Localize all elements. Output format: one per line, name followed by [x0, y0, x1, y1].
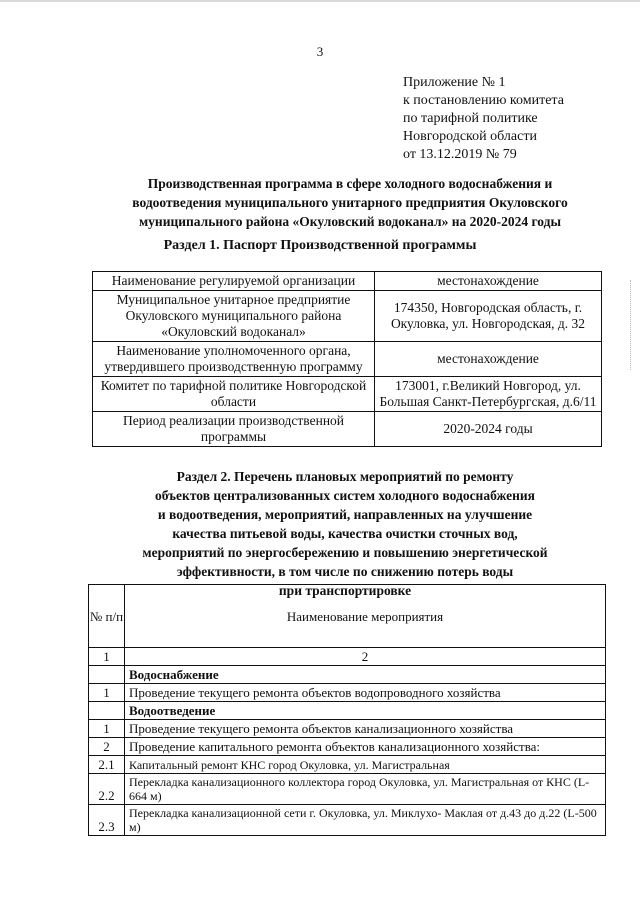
table-cell: Комитет по тарифной политике Новгородской области [93, 377, 375, 412]
title-line: и водоотведения, мероприятий, направленных на улучшение [157, 507, 533, 522]
table-row [93, 291, 602, 342]
group-row-water-supply [89, 666, 606, 684]
row-text: Проведение текущего ремонта объектов канализационного хозяйства [125, 720, 606, 738]
table-row [89, 774, 606, 805]
row-number: 2.2 [89, 774, 125, 805]
title-line: водоотведения муниципального унитарного предприятия Окуловского [132, 195, 568, 210]
table-cell [89, 666, 125, 684]
table-row [89, 684, 606, 702]
table-row [93, 272, 602, 291]
table-header-row [89, 585, 606, 648]
table-cell: Наименование регулируемой организации [93, 272, 375, 291]
appendix-line: по тарифной политике [403, 111, 538, 126]
group-label: Водоотведение [125, 702, 606, 720]
table-cell: Период реализации производственной программы [93, 412, 375, 447]
table-cell: Муниципальное унитарное предприятие Окуловского муниципального района «Окуловский водоканал» [93, 291, 375, 342]
appendix-line: Новгородской области [403, 129, 537, 144]
title-line: Раздел 2. Перечень плановых мероприятий по ремонту [176, 469, 514, 484]
table-cell: 2020-2024 годы [375, 412, 602, 447]
title-line: объектов централизованных систем холодного водоснабжения [155, 488, 535, 503]
table-cell: 174350, Новгородская область, г. Окуловка, ул. Новгородская, д. 32 [375, 291, 602, 342]
table-cell: 2 [125, 648, 606, 666]
title-line: эффективности, в том числе по снижению потерь воды [176, 564, 514, 579]
table-cell: местонахождение [375, 272, 602, 291]
table-cell: местонахождение [375, 342, 602, 377]
title-line: мероприятий по энергосбережению и повышению энергетической [142, 545, 548, 560]
title-line: при транспортировке [278, 583, 412, 598]
table-row [89, 738, 606, 756]
column-index-row [89, 648, 606, 666]
row-text: Капитальный ремонт КНС город Окуловка, ул. Магистральная [125, 756, 606, 774]
scan-top-edge [0, 0, 640, 2]
table-row [93, 342, 602, 377]
group-row-sewerage [89, 702, 606, 720]
document-title [100, 174, 600, 231]
group-label: Водоснабжение [125, 666, 606, 684]
table-cell [89, 702, 125, 720]
row-number: 1 [89, 684, 125, 702]
scan-edge-mark [630, 280, 634, 370]
table-row [89, 756, 606, 774]
title-line: муниципального района «Окуловский водоканал» на 2020-2024 годы [138, 214, 562, 229]
title-line: Производственная программа в сфере холодного водоснабжения и [147, 176, 553, 191]
section1-title: Раздел 1. Паспорт Производственной программы [163, 238, 477, 253]
row-text: Проведение капитального ремонта объектов канализационного хозяйства: [125, 738, 606, 756]
passport-table [92, 271, 602, 447]
row-number: 2 [89, 738, 125, 756]
table-cell: 173001, г.Великий Новгород, ул. Большая Санкт-Петербургская, д.6/11 [375, 377, 602, 412]
table-row [93, 412, 602, 447]
appendix-line: к постановлению комитета [403, 93, 564, 108]
section2-title [110, 467, 580, 600]
table-row [93, 377, 602, 412]
title-line: качества питьевой воды, качества очистки сточных вод, [172, 526, 518, 541]
table-cell: Наименование уполномоченного органа, утвердившего производственную программу [93, 342, 375, 377]
row-number: 1 [89, 720, 125, 738]
table-cell: 1 [89, 648, 125, 666]
header-name: Наименование мероприятия [125, 585, 606, 648]
row-text: Проведение текущего ремонта объектов водопроводного хозяйства [125, 684, 606, 702]
page-number: 3 [316, 44, 324, 59]
header-num: № п/п [89, 585, 125, 648]
measures-table [88, 584, 606, 836]
table-row [89, 720, 606, 738]
row-text: Перекладка канализационного коллектора город Окуловка, ул. Магистральная от КНС (L-664 м) [125, 774, 606, 805]
appendix-line: от 13.12.2019 № 79 [403, 147, 517, 162]
row-text: Перекладка канализационной сети г. Окуловка, ул. Миклухо- Маклая от д.43 до д.22 (L-500 м) [125, 805, 606, 836]
table-row [89, 805, 606, 836]
appendix-block [403, 74, 564, 164]
row-number: 2.3 [89, 805, 125, 836]
row-number: 2.1 [89, 756, 125, 774]
appendix-line: Приложение № 1 [403, 75, 506, 90]
